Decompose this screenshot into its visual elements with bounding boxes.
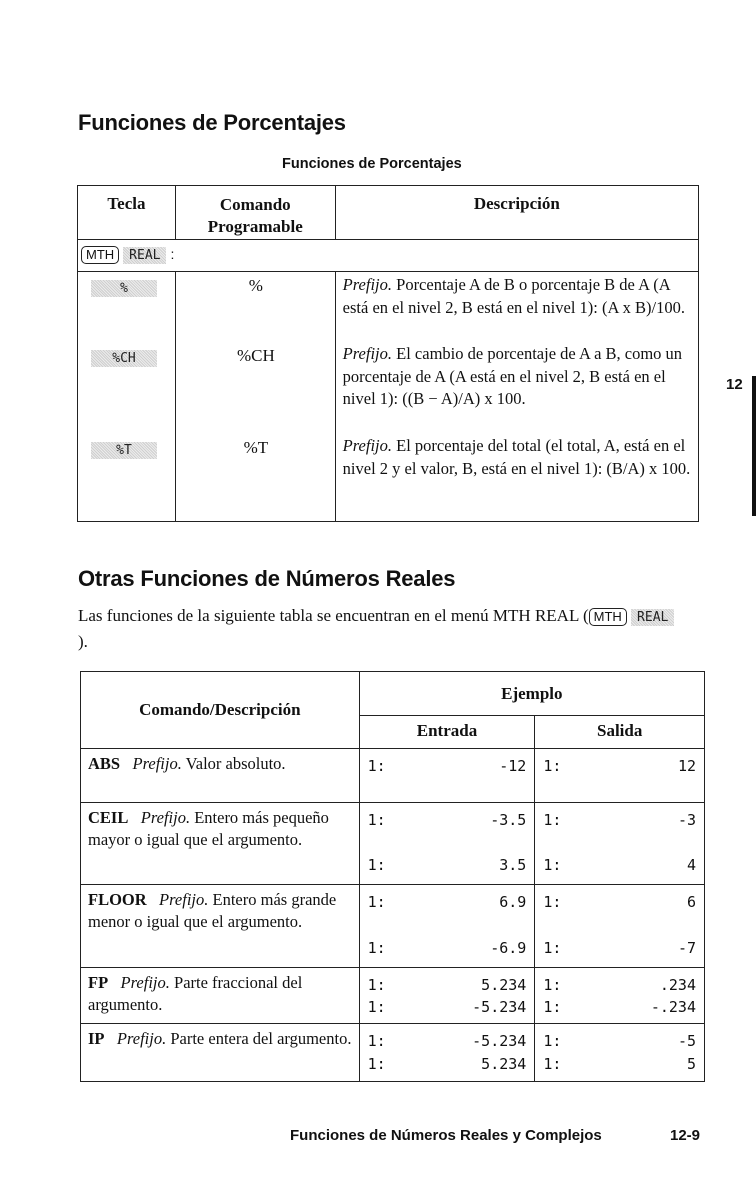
table-row <box>81 803 705 885</box>
desc-text: Parte entera del argumento. <box>170 1029 352 1048</box>
command-percent-t: %T <box>243 438 269 457</box>
intro-end: ). <box>78 632 88 651</box>
intro-paragraph <box>78 603 678 655</box>
table-row <box>81 749 705 803</box>
stack-level: 1: <box>367 757 386 775</box>
mth-key-inline[interactable]: MTH <box>589 608 627 626</box>
output-value: 5 <box>686 1055 696 1073</box>
prefix-label: Prefijo. <box>132 754 182 773</box>
stack-level: 1: <box>367 976 386 994</box>
input-value: -12 <box>499 757 527 775</box>
output-value: 12 <box>677 757 696 775</box>
stack-level: 1: <box>543 893 562 911</box>
stack-level: 1: <box>367 1055 386 1073</box>
stack-level: 1: <box>543 976 562 994</box>
command-name: FP <box>88 973 109 992</box>
command-percent-ch: %CH <box>236 346 275 365</box>
stack-level: 1: <box>543 856 562 874</box>
softkey-column <box>78 272 176 522</box>
footer-page-number: 12-9 <box>670 1127 701 1144</box>
input-ip <box>359 1024 535 1082</box>
output-value: -3 <box>677 811 696 829</box>
path-colon: : <box>170 246 175 262</box>
stack-level: 1: <box>367 893 386 911</box>
prefix-label: Prefijo. <box>120 973 170 992</box>
output-abs <box>535 749 705 803</box>
output-floor <box>535 885 705 968</box>
command-name: FLOOR <box>88 890 147 909</box>
header-descripcion: Descripción <box>335 186 698 240</box>
mth-key[interactable]: MTH <box>81 246 119 264</box>
output-value: .234 <box>659 976 696 994</box>
stack-level: 1: <box>543 1032 562 1050</box>
desc-text: El porcentaje del total (el total, A, está en el nivel 2 y el valor, B, está en el nivel 1): (B/A) x 100. <box>342 436 691 478</box>
stack-level: 1: <box>543 939 562 957</box>
input-fp <box>359 968 535 1024</box>
table-caption: Funciones de Porcentajes <box>282 156 462 172</box>
desc-text: Valor absoluto. <box>185 754 286 773</box>
desc-ip <box>81 1024 360 1082</box>
stack-level: 1: <box>367 1032 386 1050</box>
desc-ceil <box>81 803 360 885</box>
desc-text: Porcentaje A de B o porcentaje B de A (A está en el nivel 2, B está en el nivel 1): (A x B)/100. <box>342 275 685 317</box>
softkey-percent-t[interactable]: %T <box>91 442 157 459</box>
header-ejemplo: Ejemplo <box>359 672 704 716</box>
input-value: 6.9 <box>499 893 527 911</box>
header-salida: Salida <box>535 716 705 749</box>
desc-abs <box>81 749 360 803</box>
real-functions-table <box>80 671 705 1082</box>
stack-level: 1: <box>367 856 386 874</box>
output-value: -7 <box>677 939 696 957</box>
input-ceil <box>359 803 535 885</box>
table-row <box>81 968 705 1024</box>
input-value: 3.5 <box>499 856 527 874</box>
desc-floor <box>81 885 360 968</box>
command-column <box>175 272 335 522</box>
command-name: ABS <box>88 754 121 773</box>
header-entrada: Entrada <box>359 716 535 749</box>
section-heading-otras: Otras Funciones de Números Reales <box>78 566 456 591</box>
desc-percent-ch <box>343 343 692 435</box>
intro-text: Las funciones de la siguiente tabla se encuentran en el menú MTH REAL ( <box>78 606 589 625</box>
key-path-row <box>78 240 699 272</box>
desc-percent-t <box>343 435 692 480</box>
input-value: -3.5 <box>490 811 527 829</box>
table-row <box>81 1024 705 1082</box>
stack-level: 1: <box>367 998 386 1016</box>
command-name: CEIL <box>88 808 129 827</box>
prefix-label: Prefijo. <box>342 275 393 294</box>
input-value: 5.234 <box>481 976 527 994</box>
output-value: 6 <box>686 893 696 911</box>
real-menu-key[interactable]: REAL <box>123 247 166 264</box>
section-heading-porcentajes: Funciones de Porcentajes <box>78 110 346 135</box>
command-name: IP <box>88 1029 105 1048</box>
output-value: -.234 <box>650 998 696 1016</box>
table-row <box>81 885 705 968</box>
description-column <box>335 272 698 522</box>
input-value: 5.234 <box>481 1055 527 1073</box>
input-floor <box>359 885 535 968</box>
real-menu-key-inline[interactable]: REAL <box>631 609 674 626</box>
chapter-tab-bar <box>752 376 756 516</box>
prefix-label: Prefijo. <box>342 344 393 363</box>
output-ceil <box>535 803 705 885</box>
header-tecla: Tecla <box>78 186 176 240</box>
prefix-label: Prefijo. <box>140 808 191 827</box>
prefix-label: Prefijo. <box>342 436 393 455</box>
softkey-percent-ch[interactable]: %CH <box>91 350 157 367</box>
desc-text: Entero más grande menor o igual que el argumento. <box>88 890 337 931</box>
input-value: -6.9 <box>490 939 527 957</box>
prefix-label: Prefijo. <box>116 1029 167 1048</box>
output-value: 4 <box>686 856 696 874</box>
desc-text: Entero más pequeño mayor o igual que el argumento. <box>88 808 329 849</box>
output-ip <box>535 1024 705 1082</box>
footer-title: Funciones de Números Reales y Complejos <box>290 1127 602 1144</box>
desc-text: Parte fraccional del argumento. <box>88 973 303 1014</box>
output-value: -5 <box>677 1032 696 1050</box>
softkey-percent[interactable]: % <box>91 280 157 297</box>
stack-level: 1: <box>543 811 562 829</box>
stack-level: 1: <box>543 1055 562 1073</box>
stack-level: 1: <box>367 939 386 957</box>
desc-fp <box>81 968 360 1024</box>
stack-level: 1: <box>543 998 562 1016</box>
chapter-tab-number: 12 <box>726 376 743 393</box>
percent-functions-table <box>77 185 699 522</box>
desc-text: El cambio de porcentaje de A a B, como un porcentaje de A (A está en el nivel 2, B está en el nivel 1): ((B − A)/A) x 100. <box>342 344 683 408</box>
command-percent: % <box>248 276 263 295</box>
stack-level: 1: <box>367 811 386 829</box>
header-comando: Comando Programable <box>175 186 335 240</box>
input-abs <box>359 749 535 803</box>
input-value: -5.234 <box>472 1032 527 1050</box>
desc-percent <box>343 274 692 343</box>
stack-level: 1: <box>543 757 562 775</box>
prefix-label: Prefijo. <box>159 890 209 909</box>
input-value: -5.234 <box>472 998 527 1016</box>
output-fp <box>535 968 705 1024</box>
header-comando-descripcion: Comando/Descripción <box>81 672 360 749</box>
